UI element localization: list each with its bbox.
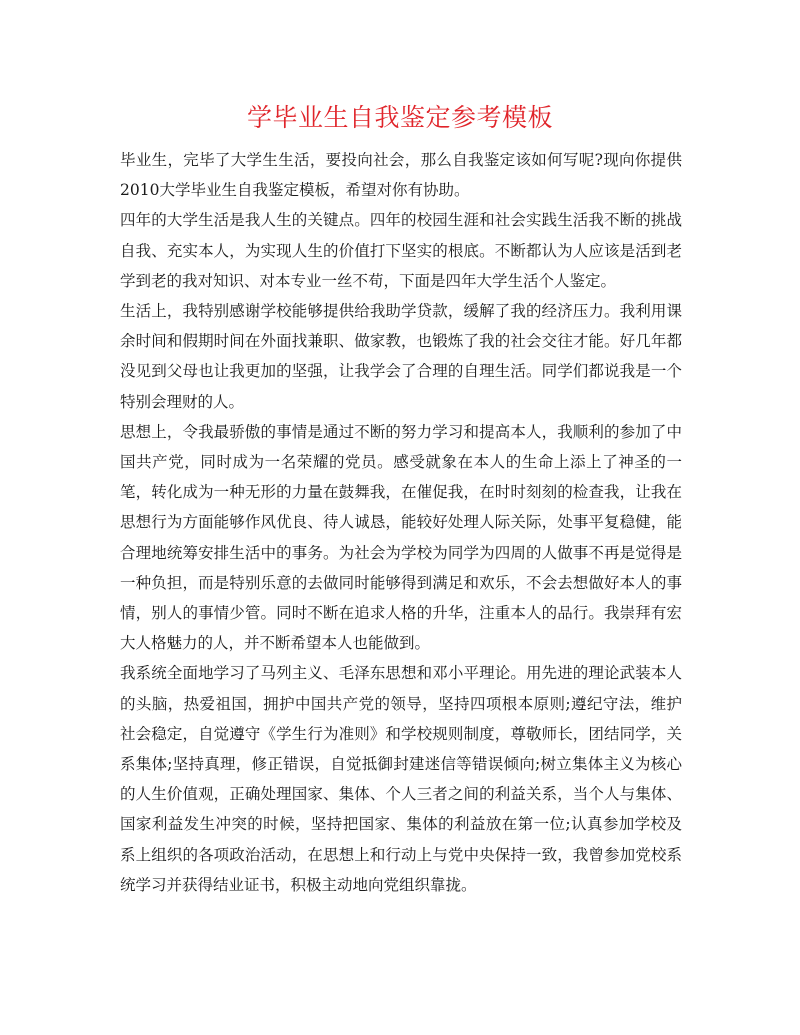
paragraph-thought: 思想上，令我最骄傲的事情是通过不断的努力学习和提高本人，我顺利的参加了中国共产党，同时成为一名荣耀的党员。感受就象在本人的生命上添上了神圣的一笔，转化成为一种无形的力量在鼓舞我，在催促我，在时时刻刻的检查我，让我在思想行为方面能够作风优良、待人诚恳，能较好处理人际关际，处事平复稳健，能合理地统筹安排生活中的事务。为社会为学校为同学为四周的人做事不再是觉得是一种负担，而是特别乐意的去做同时能够得到满足和欢乐，不会去想做好本人的事情，别人的事情少管。同时不断在追求人格的升华，注重本人的品行。我崇拜有宏大人格魅力的人，并不断希望本人也能做到。 — [120, 422, 682, 653]
paragraph-life: 生活上，我特别感谢学校能够提供给我助学贷款，缓解了我的经济压力。我利用课余时间和假期时间在外面找兼职、做家教，也锻炼了我的社会交往才能。好几年都没见到父母也让我更加的坚强，让我学会了合理的自理生活。同学们都说我是一个特别会理财的人。 — [120, 302, 682, 411]
paragraph-politics: 我系统全面地学习了马列主义、毛泽东思想和邓小平理论。用先进的理论武装本人的头脑，热爱祖国，拥护中国共产党的领导，坚持四项根本原则;遵纪守法，维护社会稳定，自觉遵守《学生行为准则》和学校规则制度，尊敬师长，团结同学，关系集体;坚持真理，修正错误，自觉抵御封建迷信等错误倾向;树立集体主义为核心的人生价值观，正确处理国家、集体、个人三者之间的利益关系，当个人与集体、国家利益发生冲突的时候，坚持把国家、集体的利益放在第一位;认真参加学校及系上组织的各项政治活动，在思想上和行动上与党中央保持一致，我曾参加党校系统学习并获得结业证书，积极主动地向党组织靠拢。 — [120, 664, 682, 894]
paragraph-intro: 毕业生，完毕了大学生生活，要投向社会，那么自我鉴定该如何写呢?现向你提供2010大学毕业生自我鉴定模板，希望对你有协助。 — [120, 151, 682, 200]
document-body — [120, 145, 682, 900]
paragraph-overview: 四年的大学生活是我人生的关键点。四年的校园生涯和社会实践生活我不断的挑战自我、充实本人，为实现人生的价值打下坚实的根底。不断都认为人应该是活到老学到老的我对知识、对本专业一丝不苟，下面是四年大学生活个人鉴定。 — [120, 211, 682, 290]
document-title: 学毕业生自我鉴定参考模板 — [246, 103, 553, 132]
